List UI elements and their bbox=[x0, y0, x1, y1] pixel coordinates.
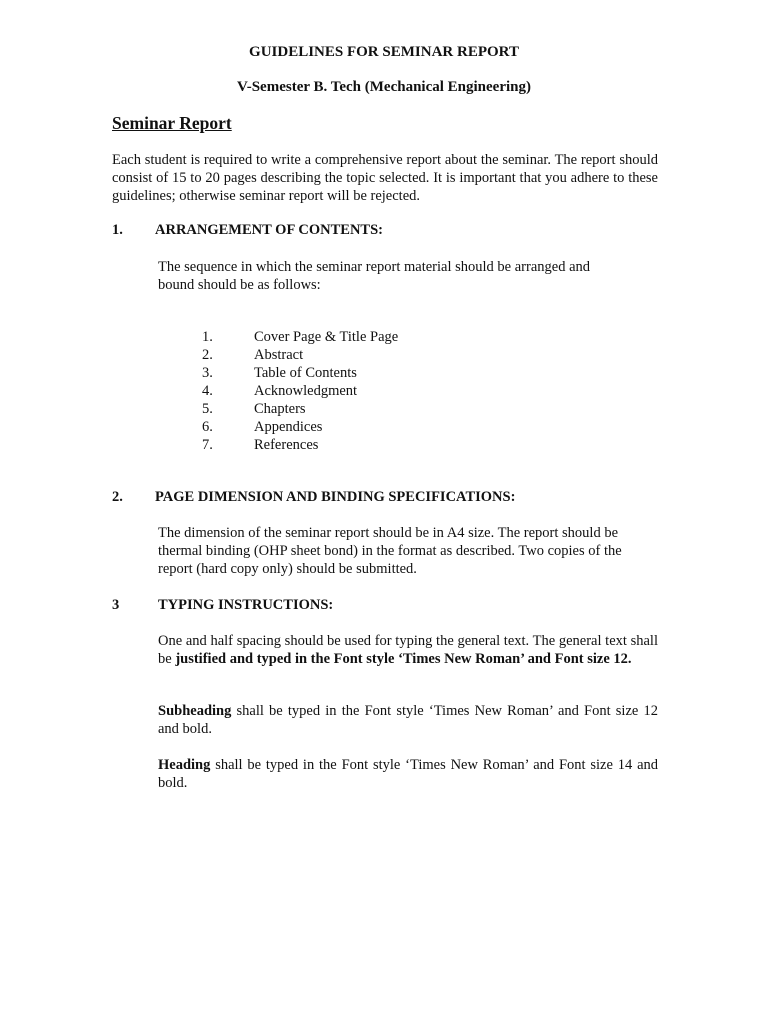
heading-instruction: shall be typed in the Font style ‘Times New Roman’ and Font size 14 and bold. bbox=[158, 757, 658, 791]
list-item-label: Appendices bbox=[254, 419, 323, 435]
section-1-intro-line-2: bound should be as follows: bbox=[158, 277, 321, 293]
subheading-label: Subheading bbox=[158, 703, 232, 719]
section-1-intro-line-1: The sequence in which the seminar report material should be arranged and bbox=[158, 259, 591, 275]
list-item-number: 3. bbox=[202, 365, 213, 381]
general-text-instruction: One and half spacing should be used for typing the general text. The general text shall be bbox=[158, 633, 658, 667]
section-2-line-3: report (hard copy only) should be submitted. bbox=[158, 561, 417, 577]
list-item-label: Table of Contents bbox=[254, 365, 357, 381]
list-item-number: 2. bbox=[202, 347, 213, 363]
list-item-label: Acknowledgment bbox=[254, 383, 358, 399]
section-3-paragraph-general bbox=[158, 632, 658, 668]
section-3-title: TYPING INSTRUCTIONS: bbox=[158, 597, 334, 613]
list-item bbox=[202, 328, 398, 346]
section-2-paragraph bbox=[158, 524, 622, 578]
section-3-number: 3 bbox=[112, 597, 120, 613]
list-item-label: Cover Page & Title Page bbox=[254, 329, 399, 345]
list-item bbox=[202, 346, 398, 364]
subheading-instruction: shall be typed in the Font style ‘Times New Roman’ and Font size 12 and bold. bbox=[158, 703, 658, 737]
document-title: GUIDELINES FOR SEMINAR REPORT bbox=[249, 44, 519, 60]
document-subtitle: V-Semester B. Tech (Mechanical Engineering) bbox=[237, 79, 531, 95]
list-item-label: Chapters bbox=[254, 401, 306, 417]
section-2-title: PAGE DIMENSION AND BINDING SPECIFICATIONS: bbox=[155, 489, 516, 505]
section-3-paragraph-subheading bbox=[158, 702, 658, 738]
section-2-line-2: thermal binding (OHP sheet bond) in the format as described. Two copies of the bbox=[158, 543, 622, 559]
list-item bbox=[202, 364, 398, 382]
list-item-number: 4. bbox=[202, 383, 213, 399]
heading-label: Heading bbox=[158, 757, 211, 773]
list-item bbox=[202, 382, 398, 400]
section-1-title: ARRANGEMENT OF CONTENTS: bbox=[155, 222, 383, 238]
list-item-number: 6. bbox=[202, 419, 213, 435]
section-2-number: 2. bbox=[112, 489, 123, 505]
list-item-label: References bbox=[254, 437, 319, 453]
section-2-line-1: The dimension of the seminar report should be in A4 size. The report should be bbox=[158, 525, 619, 541]
list-item bbox=[202, 400, 398, 418]
section-1-number: 1. bbox=[112, 222, 123, 238]
list-item bbox=[202, 418, 398, 436]
list-item-number: 5. bbox=[202, 401, 213, 417]
list-item bbox=[202, 436, 398, 454]
section-3-paragraph-heading bbox=[158, 756, 658, 792]
list-item-number: 1. bbox=[202, 329, 213, 345]
general-text-emphasis: justified and typed in the Font style ‘Times New Roman’ and Font size 12. bbox=[175, 651, 632, 667]
intro-paragraph: Each student is required to write a comprehensive report about the seminar. The report should consist of 15 to 20 pages describing the topic selected. It is important that you adhere to these guidelines; otherwise seminar report will be rejected. bbox=[112, 152, 658, 204]
section-heading-seminar-report: Seminar Report bbox=[112, 113, 232, 133]
contents-list bbox=[202, 328, 398, 454]
section-1-intro bbox=[158, 258, 590, 294]
list-item-number: 7. bbox=[202, 437, 213, 453]
list-item-label: Abstract bbox=[254, 347, 304, 363]
